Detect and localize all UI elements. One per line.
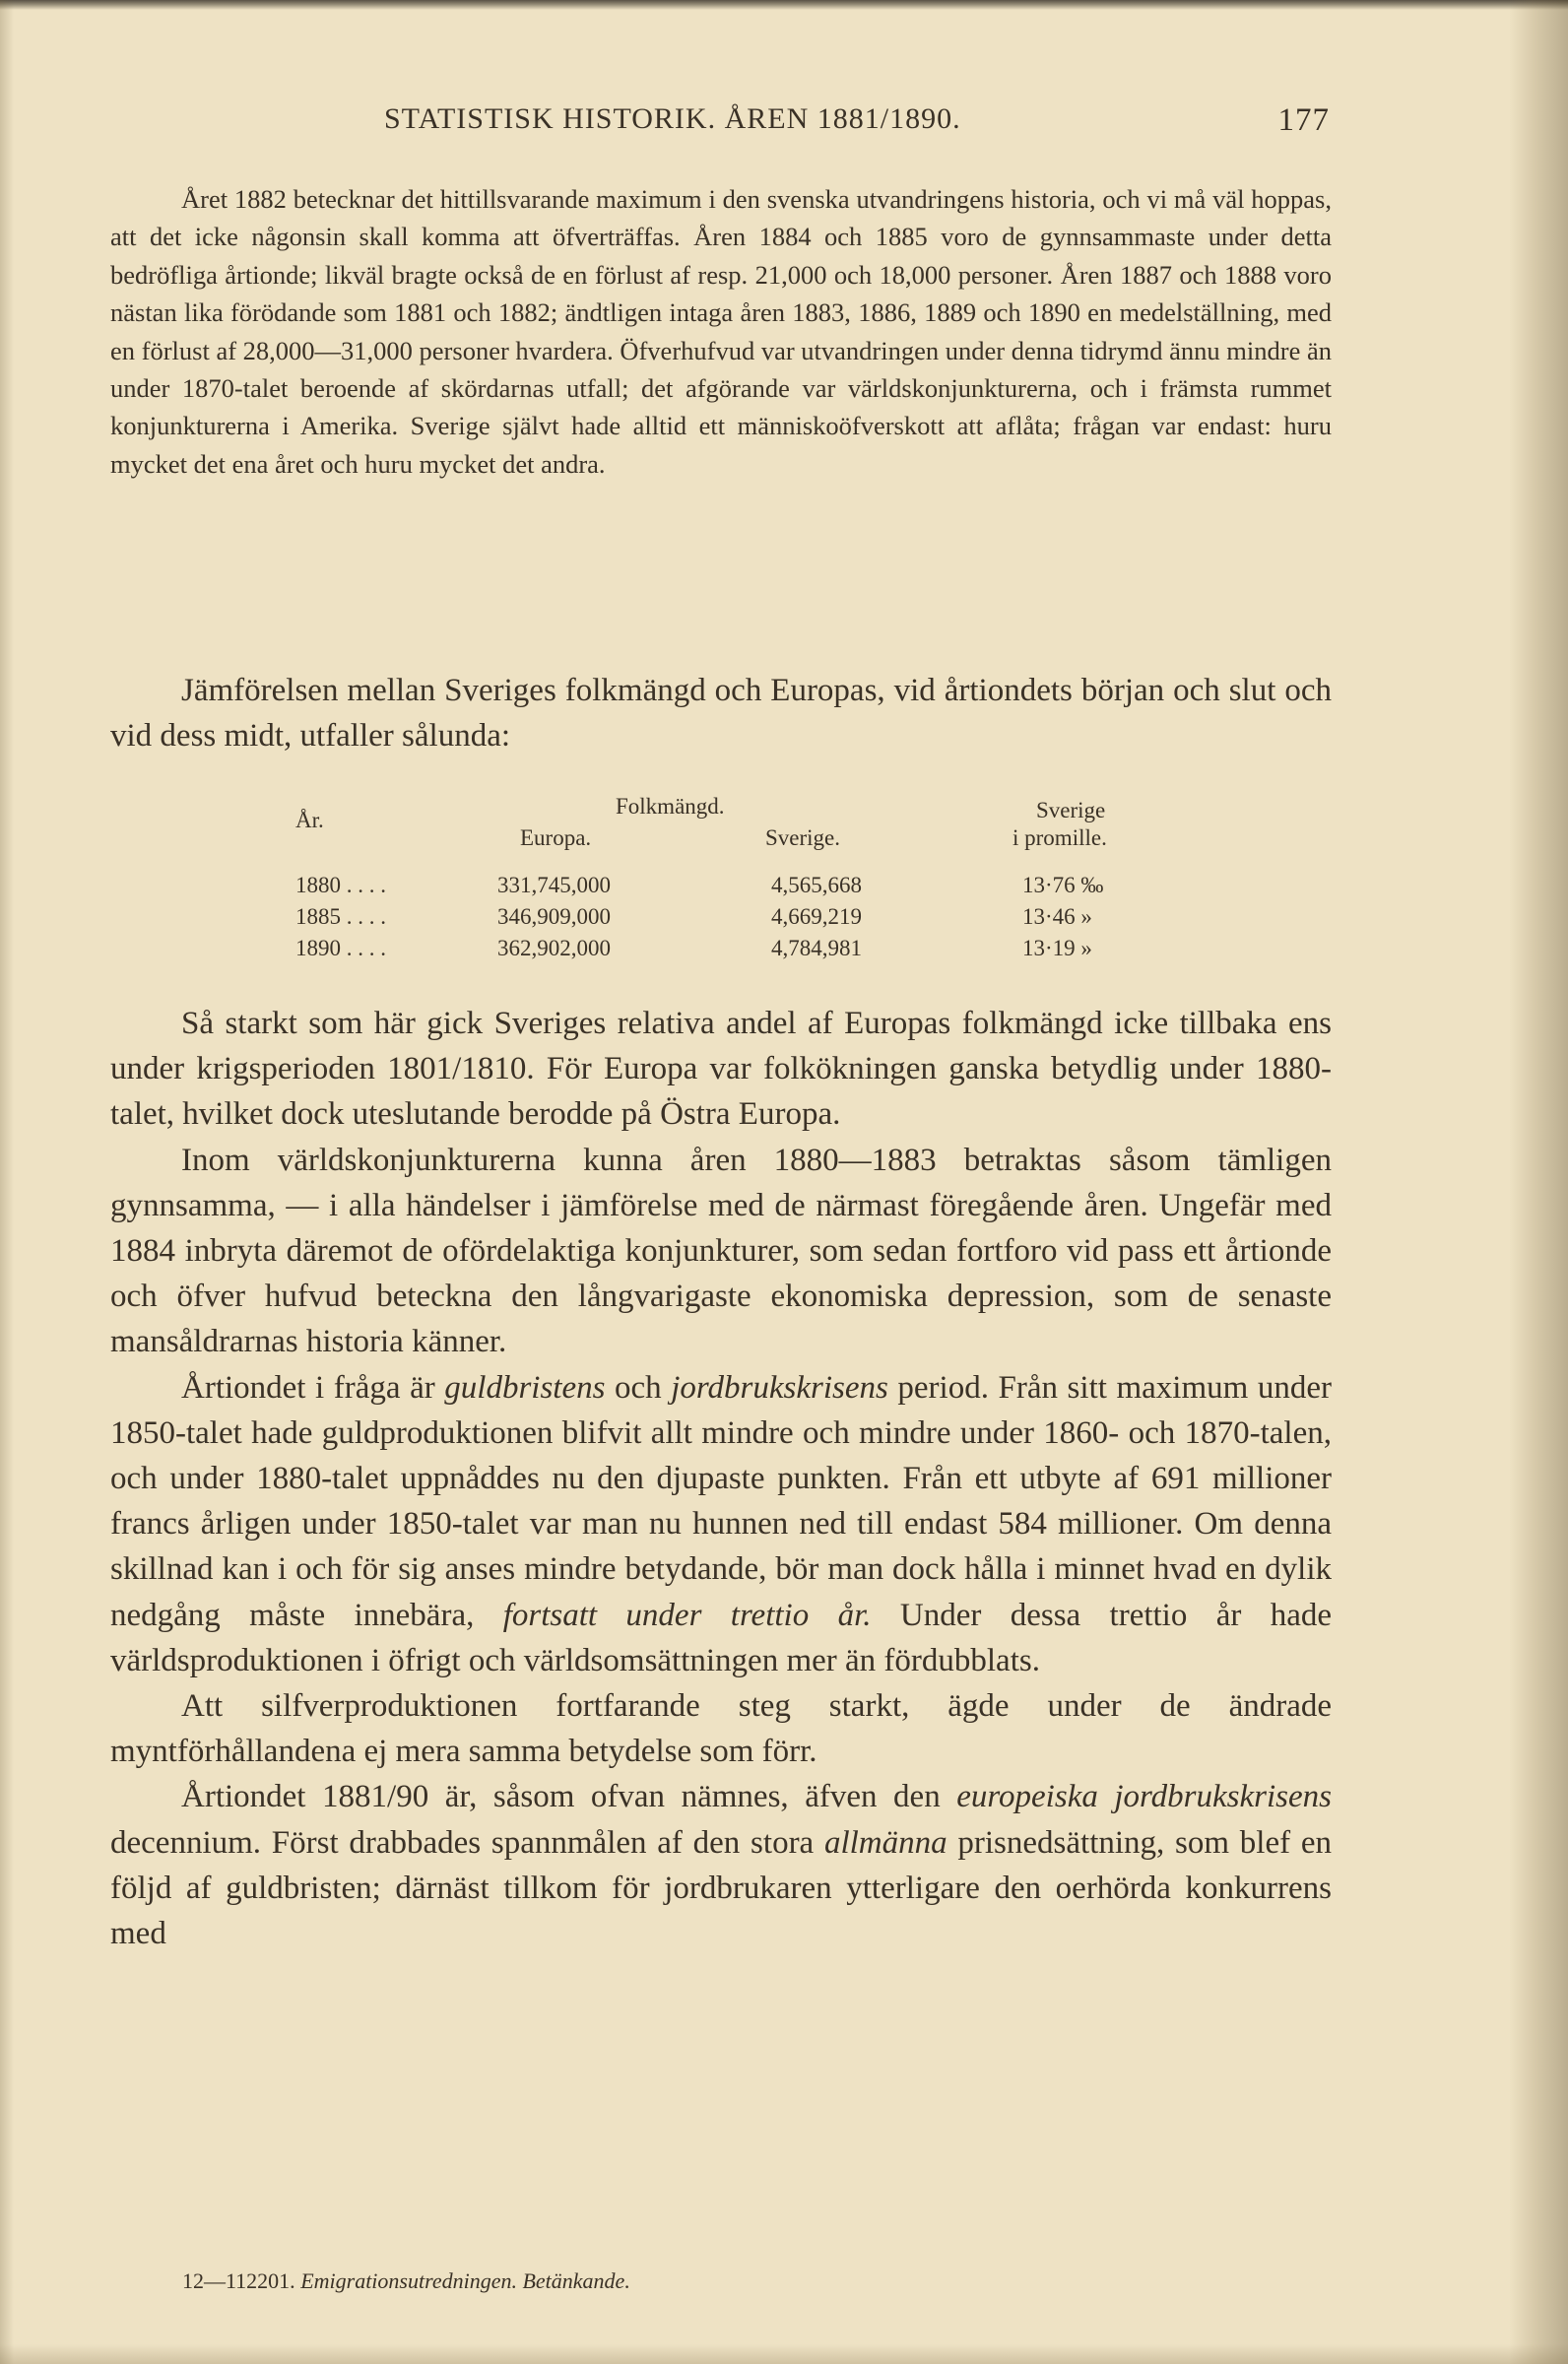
page-number: 177 <box>1277 102 1330 138</box>
footer-print-id: 12—112201. <box>182 2268 295 2293</box>
table-header-year: År. <box>295 808 324 832</box>
page-header <box>384 102 1330 146</box>
body-paragraph-4: Att silfverproduktionen fortfarande steg starkt, ägde under de ändrade myntförhållandena ej mera samma betydelse som förr. <box>110 1688 1332 1770</box>
text-run: Under dessa trettio år hade världsproduktionen i öfrigt och världsomsättningen mer än fördubblats. <box>110 1597 1332 1678</box>
text-run: prisnedsättning, som blef en följd af guldbristen; därnäst tillkom för jordbrukaren ytterligare den oerhörda konkurrens med <box>110 1824 1332 1952</box>
page-bottom-shadow <box>0 2344 1568 2364</box>
table-header-promille-line2: i promille. <box>1013 825 1107 850</box>
cell-sverige: 4,565,668 <box>771 873 862 897</box>
cell-promille: 13·19 » <box>1022 936 1092 960</box>
page-footer <box>182 2268 630 2294</box>
page-right-edge <box>1509 0 1568 2364</box>
emphasis-jordbrukskrisens: jordbrukskrisens <box>671 1369 888 1406</box>
body-paragraph-1: Så starkt som här gick Sveriges relativa andel af Europas folkmängd icke tillbaka ens under krigsperioden 1801/1810. För Europa var folkökningen ganska betydlig under 1880-talet, hvilket dock uteslutande berodde på Östra Europa. <box>110 1006 1332 1133</box>
intro-paragraph: Året 1882 betecknar det hittillsvarande maximum i den svenska utvandringens historia, och vi må väl hoppas, att det icke någonsin skall komma att öfverträffas. Åren 1884 och 1885 voro de gynnsammaste under detta bedröfliga årtionde; likväl bragte också de en förlust af resp. 21,000 och 18,000 personer. Åren 1887 och 1888 voro nästan lika förödande som 1881 och 1882; ändtligen intaga åren 1883, 1886, 1889 och 1890 en medelställning, med en förlust af 28,000—31,000 personer hvardera. Öfverhufvud var utvandringen under denna tidrymd ännu mindre än under 1870-talet beroende af skördarnas utfall; det afgörande var världskonjunkturerna, och i främsta rummet konjunkturerna i Amerika. Sverige självt hade alltid ett människoöfverskott att aflåta; frågan var endast: huru mycket det ena året och huru mycket det andra. <box>110 184 1332 479</box>
population-table <box>295 796 1182 973</box>
table-row <box>295 936 1182 967</box>
intro-section <box>110 180 1332 483</box>
text-run: period. Från sitt maximum under 1850-talet hade guldproduktionen blifvit allt mindre och mindre under 1860- och 1870-talen, och under 1880-talet uppnåddes nu den djupaste punkten. Från ett utbyte af 691 millioner francs årligen under 1850-talet var man nu hunnen ned till endast 584 millioner. Om denna skillnad kan i och för sig anses mindre betydande, bör man dock hålla i minnet hvad en dylik nedgång måste innebära, <box>110 1369 1332 1633</box>
running-title: STATISTISK HISTORIK. ÅREN 1881/1890. <box>384 102 961 135</box>
cell-europa: 362,902,000 <box>497 936 611 960</box>
emphasis-europeiska: europeiska jordbrukskrisens <box>956 1779 1332 1815</box>
cell-promille: 13·76 ‰ <box>1022 873 1104 897</box>
table-row <box>295 904 1182 936</box>
emphasis-fortsatt: fortsatt under trettio år. <box>502 1597 872 1633</box>
cell-year: 1880 . . . . <box>295 873 386 897</box>
body-paragraph-5 <box>110 1774 1332 1956</box>
cell-sverige: 4,669,219 <box>771 904 862 929</box>
footer-title: Emigrationsutredningen. Betänkande. <box>300 2268 630 2293</box>
table-header-europa: Europa. <box>520 825 592 850</box>
text-run: decennium. Först drabbades spannmålen af den stora <box>110 1824 824 1861</box>
text-run: Årtiondet 1881/90 är, såsom ofvan nämnes, äfven den <box>181 1779 957 1815</box>
body-paragraph-3 <box>110 1365 1332 1683</box>
table-header-group: Folkmängd. <box>616 794 725 819</box>
cell-sverige: 4,784,981 <box>771 936 862 960</box>
cell-europa: 346,909,000 <box>497 904 611 929</box>
table-header-sverige: Sverige. <box>765 825 841 850</box>
cell-promille: 13·46 » <box>1022 904 1092 929</box>
text-run: och <box>605 1369 672 1406</box>
page-left-edge <box>0 0 14 2364</box>
emphasis-guldbristens: guldbristens <box>444 1369 606 1406</box>
cell-europa: 331,745,000 <box>497 873 611 897</box>
lead-section <box>110 668 1332 758</box>
table-header-promille-line1: Sverige <box>1036 798 1106 822</box>
cell-year: 1890 . . . . <box>295 936 386 960</box>
text-run: Årtiondet i fråga är <box>181 1369 445 1406</box>
body-paragraph-2: Inom världskonjunkturerna kunna åren 1880—1883 betraktas såsom tämligen gynnsamma, — i alla händelser i jämförelse med de närmast föregående åren. Ungefär med 1884 inbryta däremot de ofördelaktiga konjunkturer, som sedan fortforo vid pass ett årtionde och öfver hufvud beteckna den långvarigaste ekonomiska depression, som de senaste mansåldrarnas historia känner. <box>110 1142 1332 1360</box>
page-top-shadow <box>0 0 1568 10</box>
table-row <box>295 873 1182 904</box>
cell-year: 1885 . . . . <box>295 904 386 929</box>
body-section <box>110 1001 1332 1956</box>
emphasis-allmanna: allmänna <box>823 1824 947 1861</box>
lead-paragraph: Jämförelsen mellan Sveriges folkmängd och Europas, vid årtiondets början och slut och vid dess midt, utfaller sålunda: <box>110 673 1332 755</box>
